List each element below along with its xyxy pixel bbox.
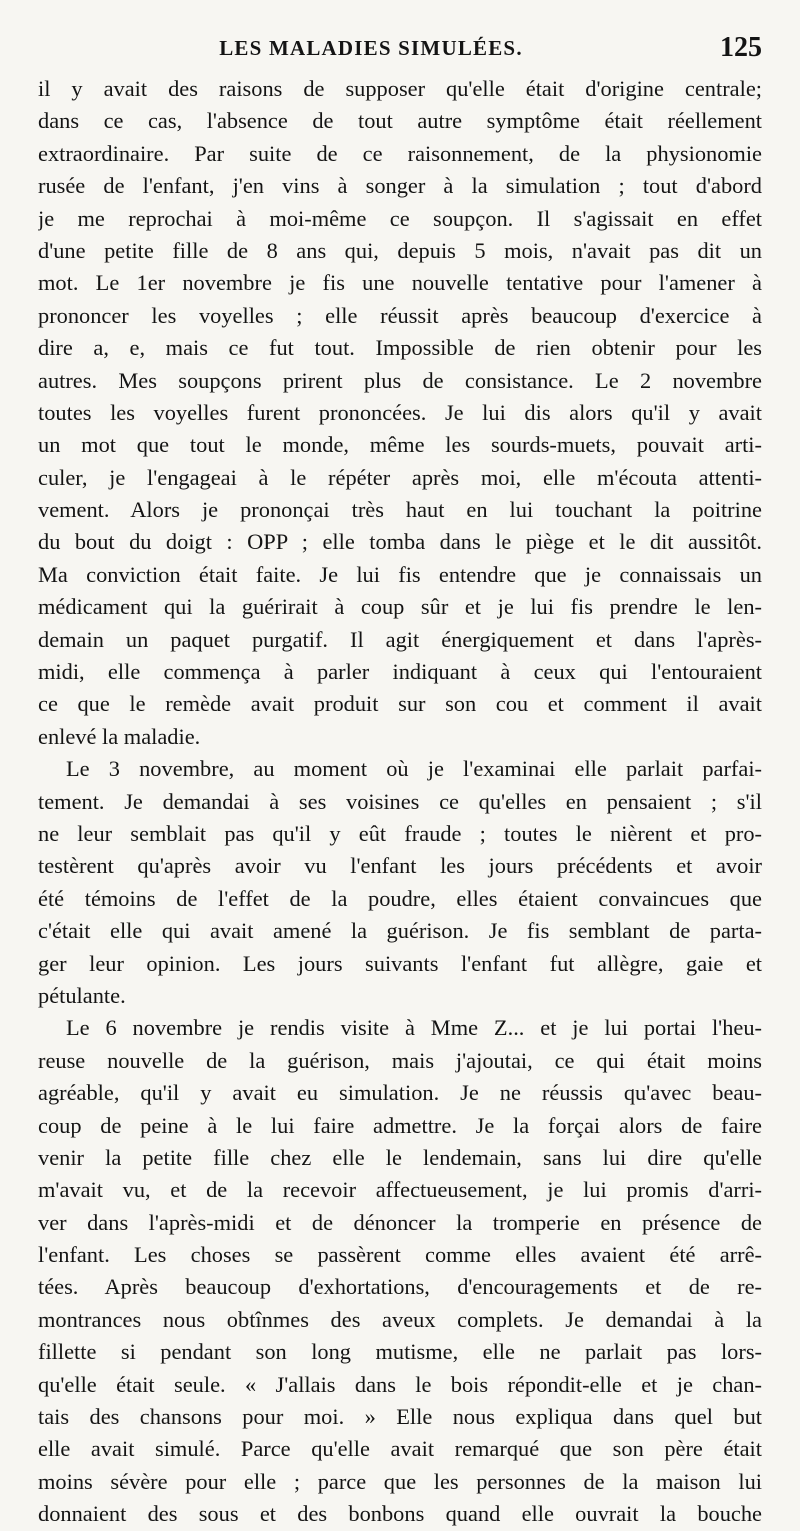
text-line: montrances nous obtînmes des aveux complets. Je demandai à la	[38, 1306, 762, 1332]
text-line: testèrent qu'après avoir vu l'enfant les jours précédents et avoir	[38, 853, 762, 879]
text-line: demain un paquet purgatif. Il agit énergiquement et dans l'après-	[38, 626, 762, 652]
text-line: moins sévère pour elle ; parce que les personnes de la maison lui	[38, 1468, 762, 1494]
text-line: c'était elle qui avait amené la guérison. Je fis semblant de parta-	[38, 918, 762, 944]
paragraph	[38, 73, 762, 753]
paragraph	[38, 753, 762, 1012]
text-line: rusée de l'enfant, j'en vins à songer à la simulation ; tout d'abord	[38, 173, 762, 199]
text-line: un mot que tout le monde, même les sourds-muets, pouvait arti-	[38, 432, 762, 458]
text-line: venir la petite fille chez elle le lendemain, sans lui dire qu'elle	[38, 1144, 762, 1170]
text-line: été témoins de l'effet de la poudre, elles étaient convaincues que	[38, 885, 762, 911]
text-line: je me reprochai à moi-même ce soupçon. Il s'agissait en effet	[38, 205, 762, 231]
text-line: m'avait vu, et de la recevoir affectueusement, je lui promis d'arri-	[38, 1177, 762, 1203]
text-line: enlevé la maladie.	[38, 723, 201, 749]
text-line: mot. Le 1er novembre je fis une nouvelle tentative pour l'amener à	[38, 270, 762, 296]
text-line: Le 3 novembre, au moment où je l'examinai elle parlait parfai-	[66, 756, 762, 782]
text-line: Ma conviction était faite. Je lui fis entendre que je connaissais un	[38, 561, 762, 587]
text-line: coup de peine à le lui faire admettre. Je la forçai alors de faire	[38, 1112, 762, 1138]
text-line: d'une petite fille de 8 ans qui, depuis 5 mois, n'avait pas dit un	[38, 237, 762, 263]
page-number: 125	[720, 32, 762, 63]
text-line: qu'elle était seule. « J'allais dans le bois répondit-elle et je chan-	[38, 1371, 762, 1397]
text-line: extraordinaire. Par suite de ce raisonnement, de la physionomie	[38, 140, 762, 166]
text-line: du bout du doigt : OPP ; elle tomba dans le piège et le dit aussitôt.	[38, 529, 762, 555]
text-line: l'enfant. Les choses se passèrent comme elles avaient été arrê-	[38, 1242, 762, 1268]
text-line: Le 6 novembre je rendis visite à Mme Z... et je lui portai l'heu-	[66, 1015, 762, 1041]
text-line: agréable, qu'il y avait eu simulation. Je ne réussis qu'avec beau-	[38, 1080, 762, 1106]
running-title: LES MALADIES SIMULÉES.	[219, 36, 523, 60]
text-line: dans ce cas, l'absence de tout autre symptôme était réellement	[38, 108, 762, 134]
running-head	[38, 32, 764, 68]
text-line: vement. Alors je prononçai très haut en lui touchant la poitrine	[38, 497, 762, 523]
text-line: il y avait des raisons de supposer qu'elle était d'origine centrale;	[38, 76, 762, 101]
text-line: autres. Mes soupçons prirent plus de consistance. Le 2 novembre	[38, 367, 762, 393]
body-text	[38, 73, 762, 1531]
text-line: médicament qui la guérirait à coup sûr et je lui fis prendre le len-	[38, 594, 762, 620]
text-line: dire a, e, mais ce fut tout. Impossible de rien obtenir pour les	[38, 335, 762, 361]
text-line: midi, elle commença à parler indiquant à ceux qui l'entouraient	[38, 659, 762, 685]
text-line: ger leur opinion. Les jours suivants l'enfant fut allègre, gaie et	[38, 950, 762, 976]
text-line: reuse nouvelle de la guérison, mais j'ajoutai, ce qui était moins	[38, 1047, 762, 1073]
text-line: pétulante.	[38, 982, 126, 1008]
text-line: tées. Après beaucoup d'exhortations, d'encouragements et de re-	[38, 1274, 762, 1300]
text-line: donnaient des sous et des bonbons quand elle ouvrait la bouche	[38, 1501, 762, 1527]
text-line: ver dans l'après-midi et de dénoncer la tromperie en présence de	[38, 1209, 762, 1235]
text-line: ne leur semblait pas qu'il y eût fraude ; toutes le nièrent et pro-	[38, 820, 762, 846]
paragraph	[38, 1012, 762, 1530]
text-line: prononcer les voyelles ; elle réussit après beaucoup d'exercice à	[38, 302, 762, 328]
text-line: culer, je l'engageai à le répéter après moi, elle m'écouta attenti-	[38, 464, 762, 490]
text-line: fillette si pendant son long mutisme, elle ne parlait pas lors-	[38, 1339, 762, 1365]
text-line: elle avait simulé. Parce qu'elle avait remarqué que son père était	[38, 1436, 762, 1462]
text-line: toutes les voyelles furent prononcées. Je lui dis alors qu'il y avait	[38, 399, 762, 425]
text-line: ce que le remède avait produit sur son cou et comment il avait	[38, 691, 762, 717]
text-line: tais des chansons pour moi. » Elle nous expliqua dans quel but	[38, 1404, 762, 1430]
text-line: tement. Je demandai à ses voisines ce qu'elles en pensaient ; s'il	[38, 788, 762, 814]
